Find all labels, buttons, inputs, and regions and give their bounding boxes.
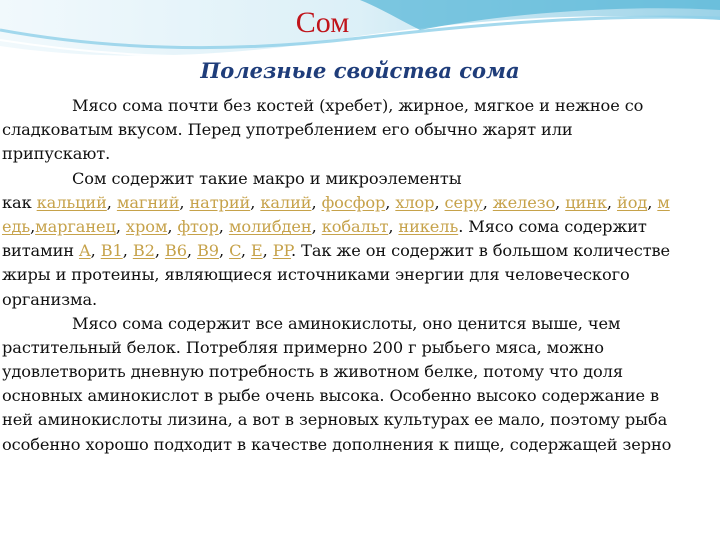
link-vitamin-b2[interactable]: B2 bbox=[132, 241, 155, 261]
link-molybdenum[interactable]: молибден bbox=[228, 216, 312, 236]
link-vitamin-e[interactable]: E bbox=[250, 241, 263, 261]
link-magnesium[interactable]: магний bbox=[116, 192, 180, 212]
link-vitamin-a[interactable]: A bbox=[79, 241, 91, 261]
body-text bbox=[2, 94, 718, 457]
p1-line1: Мясо сома почти без костей (хребет), жирное, мягкое и нежное со bbox=[72, 96, 644, 115]
slide-subtitle: Полезные свойства сома bbox=[200, 58, 520, 83]
p2-line6: организма. bbox=[2, 289, 98, 309]
p2-line2-prefix: как bbox=[2, 192, 37, 212]
p2-line3: едь,марганец, хром, фтор, молибден, кобальт, никель. Мясо сома содержит bbox=[2, 216, 647, 236]
link-vitamin-c[interactable]: C bbox=[229, 241, 241, 261]
link-chromium[interactable]: хром bbox=[125, 216, 168, 236]
link-cobalt[interactable]: кобальт bbox=[321, 216, 389, 236]
link-potassium[interactable]: калий bbox=[260, 192, 312, 212]
p3-line4: основных аминокислот в рыбе очень высока. Особенно высоко содержание в bbox=[2, 386, 660, 406]
link-copper-part1[interactable]: м bbox=[657, 192, 670, 212]
link-sulfur[interactable]: серу bbox=[444, 192, 483, 212]
p3-line5: ней аминокислоты лизина, а вот в зерновых культурах ее мало, поэтому рыба bbox=[2, 410, 668, 430]
link-iodine[interactable]: йод bbox=[617, 192, 648, 212]
p3-line3: удовлетворить дневную потребность в животном белке, потому что доля bbox=[2, 362, 623, 382]
link-zinc[interactable]: цинк bbox=[565, 192, 607, 212]
slide-title: Сом bbox=[295, 6, 350, 39]
link-vitamin-pp[interactable]: PP bbox=[272, 241, 292, 261]
link-manganese[interactable]: марганец bbox=[35, 216, 116, 236]
link-chlorine[interactable]: хлор bbox=[395, 192, 435, 212]
link-iron[interactable]: железо bbox=[492, 192, 556, 212]
p2-line4-suffix: . Так же он содержит в большом количестве bbox=[291, 241, 671, 261]
link-phosphorus[interactable]: фосфор bbox=[321, 192, 386, 212]
p1-line3: припускают. bbox=[2, 144, 111, 164]
link-nickel[interactable]: никель bbox=[398, 216, 459, 236]
link-vitamin-b9[interactable]: B9 bbox=[197, 241, 219, 261]
link-vitamin-b6[interactable]: B6 bbox=[164, 241, 187, 261]
p2-line4: витамин A, B1, B2, B6, B9, C, E, PP. Так же он содержит в большом количестве bbox=[2, 241, 671, 261]
link-vitamin-b1[interactable]: B1 bbox=[100, 241, 123, 261]
p2-line3-suffix: . Мясо сома содержит bbox=[458, 216, 647, 236]
p3-line1: Мясо сома содержит все аминокислоты, оно ценится выше, чем bbox=[72, 313, 621, 333]
link-sodium[interactable]: натрий bbox=[189, 192, 251, 212]
p2-line5: жиры и протеины, являющиеся источниками энергии для человеческого bbox=[2, 265, 630, 285]
link-fluorine[interactable]: фтор bbox=[177, 216, 219, 236]
p2-line2: как кальций, магний, натрий, калий, фосфор, хлор, серу, железо, цинк, йод, м bbox=[2, 192, 670, 212]
p2-line4-prefix: витамин bbox=[2, 241, 80, 261]
p3-line6: особенно хорошо подходит в качестве дополнения к пище, содержащей зерно bbox=[2, 434, 672, 454]
link-copper-part2[interactable]: едь bbox=[2, 216, 31, 236]
p1-line2: сладковатым вкусом. Перед употреблением его обычно жарят или bbox=[2, 120, 573, 140]
p3-line2: растительный белок. Потребляя примерно 200 г рыбьего мяса, можно bbox=[2, 337, 604, 357]
link-calcium[interactable]: кальций bbox=[36, 192, 107, 212]
p2-line1: Сом содержит такие макро и микроэлементы bbox=[72, 168, 462, 188]
